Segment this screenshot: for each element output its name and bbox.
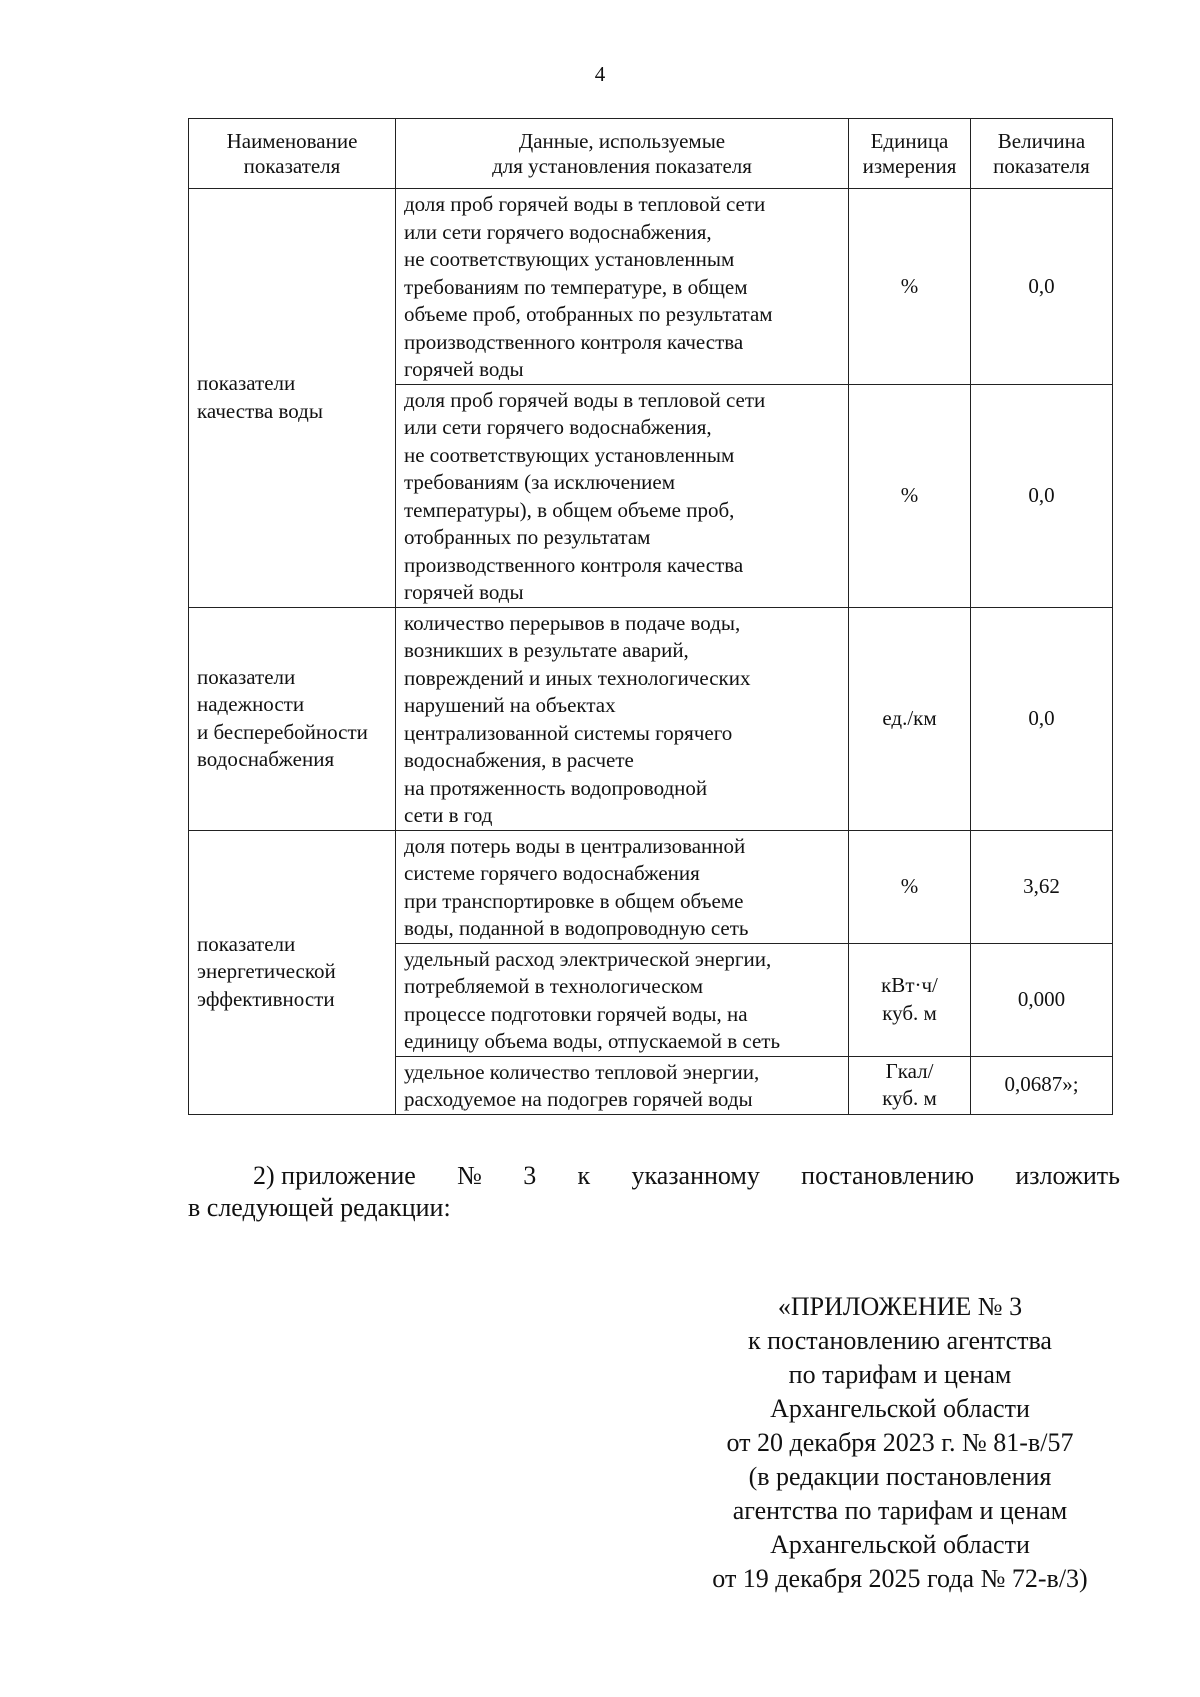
indicator-data-cell <box>396 943 849 1056</box>
header-unit <box>849 119 971 189</box>
indicators-table <box>188 118 1113 1115</box>
indicator-data-line: количество перерывов в подаче воды, <box>404 610 741 635</box>
appendix-line: Архангельской области <box>770 1394 1030 1423</box>
indicator-data-line: доля проб горячей воды в тепловой сети <box>404 387 766 412</box>
appendix-line: от 20 декабря 2023 г. № 81-в/57 <box>726 1428 1074 1457</box>
indicator-data-line: объеме проб, отобранных по результатам <box>404 302 773 326</box>
group-name-line: показатели <box>197 931 296 956</box>
header-text-line: Данные, используемые <box>518 128 726 153</box>
unit-cell <box>849 830 971 943</box>
indicator-data-line: горячей воды <box>404 357 524 381</box>
indicator-data-line: потребляемой в технологическом <box>404 974 704 998</box>
indicator-data-line: температуры), в общем объеме проб, <box>404 497 735 522</box>
unit-line: % <box>900 873 919 898</box>
indicator-data-line: производственного контроля качества <box>404 552 744 577</box>
indicator-data-line: или сети горячего водоснабжения, <box>404 219 712 244</box>
paragraph-word: изложить <box>1015 1161 1120 1190</box>
indicator-data-line: водоснабжения, в расчете <box>404 748 634 772</box>
indicator-data-line: единицу объема воды, отпускаемой в сеть <box>404 1029 781 1053</box>
indicator-data-line: удельный расход электрической энергии, <box>404 946 772 971</box>
paragraph-word: указанному <box>631 1161 760 1190</box>
indicator-data-line: не соответствующих установленным <box>404 442 735 467</box>
indicator-data-cell <box>396 830 849 943</box>
indicator-data-line: горячей воды <box>404 580 524 604</box>
appendix-line: (в редакции постановления <box>748 1462 1052 1491</box>
indicator-data-cell <box>396 1056 849 1114</box>
paragraph-word: постановлению <box>801 1161 975 1190</box>
indicator-data-line: системе горячего водоснабжения <box>404 861 700 885</box>
header-text-line: для установления показателя <box>492 153 752 178</box>
indicator-data-line: нарушений на объектах <box>404 693 616 717</box>
unit-line: куб. м <box>882 1000 937 1025</box>
unit-cell <box>849 607 971 830</box>
value-cell: 3,62 <box>971 830 1113 943</box>
header-text-line: показателя <box>243 153 341 178</box>
group-name-line: энергетической <box>197 959 336 984</box>
group-name-line: показатели <box>197 664 296 689</box>
header-text-line: Наименование <box>226 128 358 153</box>
unit-cell <box>849 384 971 607</box>
indicator-group-name <box>189 830 396 1114</box>
paragraph-word: 2) приложение <box>253 1161 416 1190</box>
indicator-data-line: повреждений и иных технологических <box>404 665 751 690</box>
indicator-data-line: процессе подготовки горячей воды, на <box>404 1001 748 1026</box>
paragraph-2 <box>188 1160 1120 1224</box>
indicator-group-name <box>189 607 396 830</box>
unit-cell <box>849 943 971 1056</box>
appendix-line: к постановлению агентства <box>748 1326 1052 1355</box>
unit-line: ед./км <box>882 705 937 730</box>
indicator-data-cell <box>396 384 849 607</box>
unit-line: % <box>900 273 919 298</box>
appendix-heading-block <box>640 1290 1160 1596</box>
header-text-line: Величина <box>997 128 1086 153</box>
value-cell: 0,000 <box>971 943 1113 1056</box>
indicator-data-line: требованиям по температуре, в общем <box>404 274 748 299</box>
appendix-line: по тарифам и ценам <box>788 1360 1012 1389</box>
header-indicator-data <box>396 119 849 189</box>
indicator-data-line: доля проб горячей воды в тепловой сети <box>404 192 766 216</box>
group-name-line: водоснабжения <box>197 747 335 771</box>
indicator-data-line: удельное количество тепловой энергии, <box>404 1059 760 1084</box>
unit-cell <box>849 1056 971 1114</box>
header-indicator-name <box>189 119 396 189</box>
indicator-data-line: на протяженность водопроводной <box>404 775 708 800</box>
indicator-data-line: требованиям (за исключением <box>404 470 676 494</box>
paragraph-word: 3 <box>523 1161 537 1190</box>
unit-cell <box>849 189 971 385</box>
indicator-data-line: производственного контроля качества <box>404 329 744 354</box>
indicator-data-line: расходуемое на подогрев горячей воды <box>404 1087 753 1111</box>
header-text-line: измерения <box>862 153 957 178</box>
indicator-group-name <box>189 189 396 608</box>
unit-line: % <box>900 482 919 507</box>
value-cell: 0,0687»; <box>971 1056 1113 1114</box>
appendix-line: от 19 декабря 2025 года № 72-в/3) <box>712 1564 1088 1593</box>
group-name-line: надежности <box>197 692 305 716</box>
header-text-line: показателя <box>993 153 1090 178</box>
unit-line: кВт·ч/ <box>881 973 938 997</box>
table-header-row <box>189 119 1113 189</box>
table-body <box>189 189 1113 1115</box>
indicator-data-line: возникших в результате аварий, <box>404 638 689 662</box>
group-name-line: и бесперебойности <box>197 719 368 744</box>
table-row <box>189 830 1113 943</box>
header-text-line: Единица <box>870 128 949 153</box>
appendix-line: «ПРИЛОЖЕНИЕ № 3 <box>777 1292 1023 1321</box>
table-row <box>189 607 1113 830</box>
indicator-data-line: отобранных по результатам <box>404 525 651 549</box>
unit-line: Гкал/ <box>885 1058 934 1083</box>
indicator-data-line: централизованной системы горячего <box>404 720 733 745</box>
indicator-data-line: воды, поданной в водопроводную сеть <box>404 916 749 940</box>
indicator-data-line: доля потерь воды в централизованной <box>404 833 746 858</box>
indicator-data-line: при транспортировке в общем объеме <box>404 888 744 913</box>
paragraph-line-2: в следующей редакции: <box>188 1193 451 1222</box>
value-cell: 0,0 <box>971 607 1113 830</box>
header-value <box>971 119 1113 189</box>
group-name-line: качества воды <box>197 398 323 423</box>
group-name-line: показатели <box>197 371 296 396</box>
appendix-line: агентства по тарифам и ценам <box>732 1496 1068 1525</box>
appendix-line: Архангельской области <box>770 1530 1030 1559</box>
indicator-data-cell <box>396 189 849 385</box>
indicator-data-cell <box>396 607 849 830</box>
unit-line: куб. м <box>882 1086 937 1110</box>
indicator-data-line: не соответствующих установленным <box>404 247 735 271</box>
indicator-data-line: или сети горячего водоснабжения, <box>404 415 712 439</box>
value-cell: 0,0 <box>971 189 1113 385</box>
page-number: 4 <box>594 62 606 86</box>
group-name-line: эффективности <box>197 986 335 1011</box>
paragraph-word: № <box>457 1161 482 1190</box>
indicator-data-line: сети в год <box>404 803 493 827</box>
table-row <box>189 189 1113 385</box>
paragraph-line-1 <box>188 1160 1120 1192</box>
value-cell: 0,0 <box>971 384 1113 607</box>
paragraph-word: к <box>577 1161 591 1190</box>
